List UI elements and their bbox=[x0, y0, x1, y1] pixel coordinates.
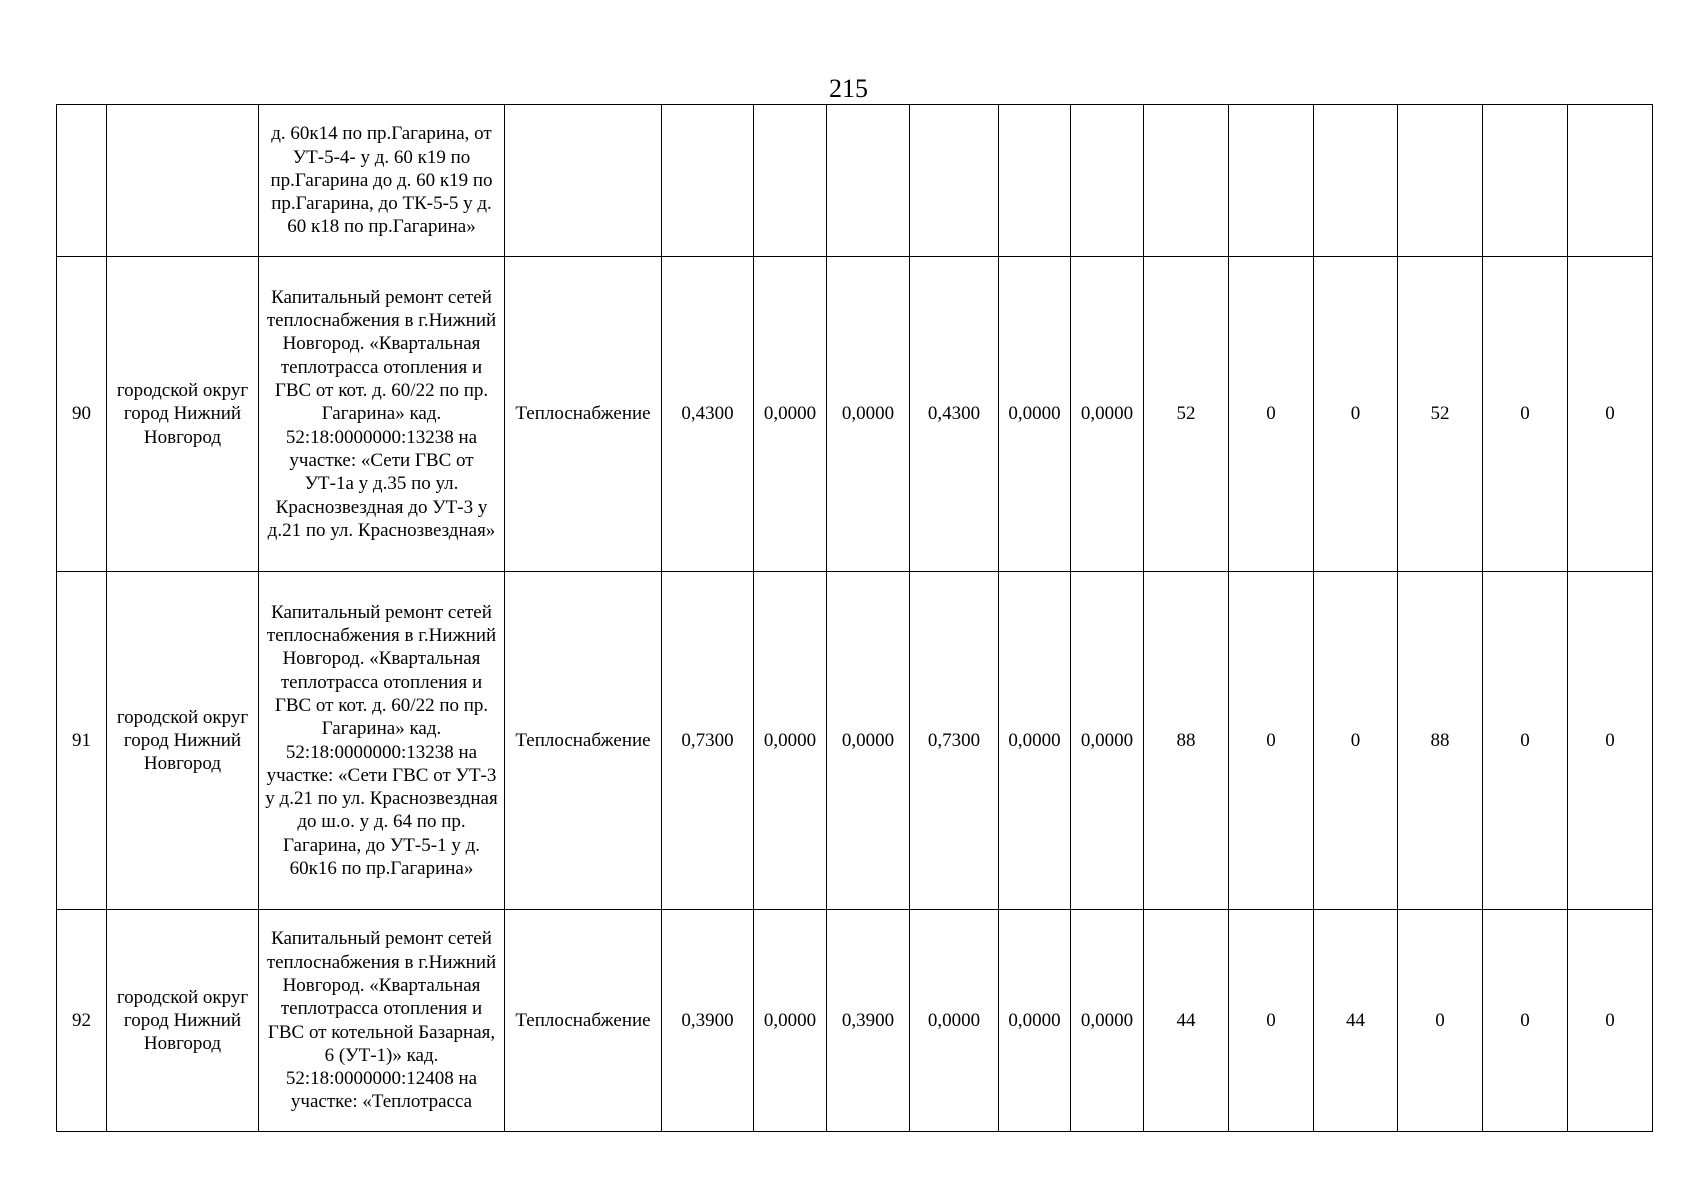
value-cell-2: 0,0000 bbox=[754, 257, 827, 572]
cost-cell-6: 0 bbox=[1568, 572, 1653, 910]
cost-cell-3: 0 bbox=[1314, 572, 1398, 910]
cost-cell-5: 0 bbox=[1483, 572, 1568, 910]
cost-cell-2 bbox=[1229, 105, 1314, 257]
cost-cell-1: 52 bbox=[1144, 257, 1229, 572]
value-cell-5 bbox=[999, 105, 1071, 257]
cost-cell-5: 0 bbox=[1483, 910, 1568, 1132]
resource-type-cell bbox=[505, 105, 662, 257]
cost-cell-1 bbox=[1144, 105, 1229, 257]
description-cell: Капитальный ремонт сетей теплоснабжения в г.Нижний Новгород. «Квартальная теплотрасса отопления и ГВС от кот. д. 60/22 по пр. Гагарина» кад. 52:18:0000000:13238 на участке: «Сети ГВС от УТ-1а у д.35 по ул. Краснозвездная до УТ-3 у д.21 по ул. Краснозвездная» bbox=[259, 257, 505, 572]
value-cell-6 bbox=[1071, 105, 1144, 257]
cost-cell-2: 0 bbox=[1229, 910, 1314, 1132]
cost-cell-4: 88 bbox=[1398, 572, 1483, 910]
value-cell-2: 0,0000 bbox=[754, 910, 827, 1132]
value-cell-3: 0,0000 bbox=[827, 257, 910, 572]
cost-cell-1: 44 bbox=[1144, 910, 1229, 1132]
table-row bbox=[57, 257, 1653, 572]
value-cell-5: 0,0000 bbox=[999, 910, 1071, 1132]
cost-cell-5: 0 bbox=[1483, 257, 1568, 572]
value-cell-4: 0,7300 bbox=[910, 572, 999, 910]
row-number-cell: 91 bbox=[57, 572, 107, 910]
table-body bbox=[57, 105, 1653, 1132]
row-number-cell: 92 bbox=[57, 910, 107, 1132]
cost-cell-6 bbox=[1568, 105, 1653, 257]
table-row bbox=[57, 105, 1653, 257]
value-cell-6: 0,0000 bbox=[1071, 910, 1144, 1132]
value-cell-2 bbox=[754, 105, 827, 257]
value-cell-1: 0,3900 bbox=[662, 910, 754, 1132]
resource-type-cell: Теплоснабжение bbox=[505, 910, 662, 1132]
municipality-cell: городской округ город Нижний Новгород bbox=[107, 910, 259, 1132]
value-cell-4 bbox=[910, 105, 999, 257]
value-cell-5: 0,0000 bbox=[999, 572, 1071, 910]
cost-cell-4 bbox=[1398, 105, 1483, 257]
cost-cell-3: 44 bbox=[1314, 910, 1398, 1132]
resource-type-cell: Теплоснабжение bbox=[505, 572, 662, 910]
cost-cell-2: 0 bbox=[1229, 257, 1314, 572]
value-cell-5: 0,0000 bbox=[999, 257, 1071, 572]
value-cell-4: 0,0000 bbox=[910, 910, 999, 1132]
table-row bbox=[57, 572, 1653, 910]
cost-cell-3: 0 bbox=[1314, 257, 1398, 572]
table-row bbox=[57, 910, 1653, 1132]
value-cell-6: 0,0000 bbox=[1071, 572, 1144, 910]
municipality-cell: городской округ город Нижний Новгород bbox=[107, 572, 259, 910]
value-cell-3: 0,3900 bbox=[827, 910, 910, 1132]
value-cell-6: 0,0000 bbox=[1071, 257, 1144, 572]
cost-cell-4: 0 bbox=[1398, 910, 1483, 1132]
cost-cell-4: 52 bbox=[1398, 257, 1483, 572]
value-cell-4: 0,4300 bbox=[910, 257, 999, 572]
value-cell-1 bbox=[662, 105, 754, 257]
value-cell-1: 0,7300 bbox=[662, 572, 754, 910]
municipality-cell: городской округ город Нижний Новгород bbox=[107, 257, 259, 572]
description-cell: д. 60к14 по пр.Гагарина, от УТ-5-4- у д. 60 к19 по пр.Гагарина до д. 60 к19 по пр.Гагарина, до ТК-5-5 у д. 60 к18 по пр.Гагарина» bbox=[259, 105, 505, 257]
description-cell: Капитальный ремонт сетей теплоснабжения в г.Нижний Новгород. «Квартальная теплотрасса отопления и ГВС от котельной Базарная, 6 (УТ-1)» кад. 52:18:0000000:12408 на участке: «Теплотрасса bbox=[259, 910, 505, 1132]
value-cell-2: 0,0000 bbox=[754, 572, 827, 910]
cost-cell-3 bbox=[1314, 105, 1398, 257]
municipality-cell bbox=[107, 105, 259, 257]
cost-cell-6: 0 bbox=[1568, 257, 1653, 572]
row-number-cell: 90 bbox=[57, 257, 107, 572]
description-cell: Капитальный ремонт сетей теплоснабжения в г.Нижний Новгород. «Квартальная теплотрасса отопления и ГВС от кот. д. 60/22 по пр. Гагарина» кад. 52:18:0000000:13238 на участке: «Сети ГВС от УТ-3 у д.21 по ул. Краснозвездная до ш.о. у д. 64 по пр. Гагарина, до УТ-5-1 у д. 60к16 по пр.Гагарина» bbox=[259, 572, 505, 910]
cost-cell-1: 88 bbox=[1144, 572, 1229, 910]
row-number-cell bbox=[57, 105, 107, 257]
cost-cell-5 bbox=[1483, 105, 1568, 257]
cost-cell-2: 0 bbox=[1229, 572, 1314, 910]
value-cell-3: 0,0000 bbox=[827, 572, 910, 910]
value-cell-3 bbox=[827, 105, 910, 257]
cost-cell-6: 0 bbox=[1568, 910, 1653, 1132]
resource-type-cell: Теплоснабжение bbox=[505, 257, 662, 572]
page-number: 215 bbox=[829, 74, 868, 103]
value-cell-1: 0,4300 bbox=[662, 257, 754, 572]
data-table bbox=[56, 104, 1653, 1132]
